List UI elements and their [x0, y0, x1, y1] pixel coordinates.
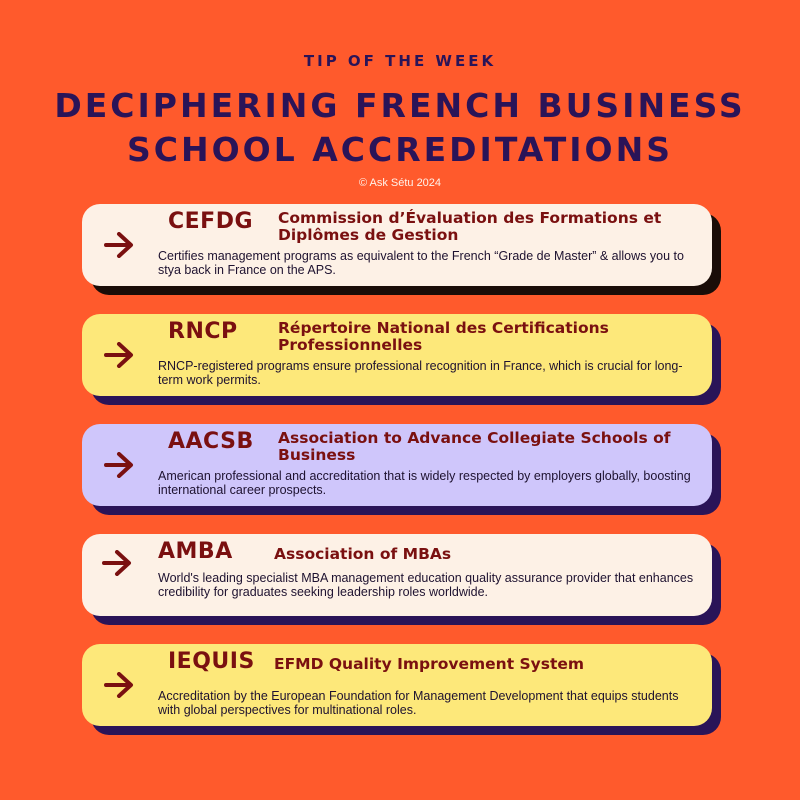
- page-title-line-1: DECIPHERING FRENCH BUSINESS: [54, 86, 746, 125]
- arrow-right-icon: [104, 342, 134, 368]
- full-name: Commission d’Évaluation des Formations et Diplômes de Gestion: [278, 209, 662, 244]
- description: World's leading specialist MBA management education quality assurance provider that enhances credibility for graduates seeking leadership roles worldwide.: [158, 571, 694, 599]
- page-title-line-2: SCHOOL ACCREDITATIONS: [127, 130, 673, 169]
- full-name: Répertoire National des Certifications Professionnelles: [278, 319, 609, 354]
- card-body: [82, 204, 712, 286]
- description: American professional and accreditation that is widely respected by employers globally, boosting international career prospects.: [158, 469, 691, 497]
- description: Certifies management programs as equivalent to the French “Grade de Master” & allows you to stya back in France on the APS.: [158, 249, 684, 277]
- page-title: [0, 84, 800, 172]
- card-body: [82, 314, 712, 396]
- accreditation-card-amba: [82, 534, 712, 616]
- accreditation-card-rncp: [82, 314, 712, 396]
- full-name: EFMD Quality Improvement System: [274, 655, 585, 673]
- full-name: Association to Advance Collegiate Schools of Business: [278, 429, 671, 464]
- accreditation-card-iequis: [82, 644, 712, 726]
- full-name: Association of MBAs: [274, 545, 452, 563]
- card-body: [82, 534, 712, 616]
- acronym: CEFDG: [168, 209, 254, 234]
- card-body: [82, 644, 712, 726]
- description: RNCP-registered programs ensure professional recognition in France, which is crucial for long-term work permits.: [158, 359, 683, 387]
- arrow-right-icon: [102, 550, 132, 576]
- acronym: AACSB: [168, 429, 254, 454]
- accreditation-card-aacsb: [82, 424, 712, 506]
- description: Accreditation by the European Foundation for Management Development that equips students with global perspectives for multinational roles.: [158, 689, 679, 717]
- acronym: AMBA: [158, 539, 233, 564]
- accreditation-card-cefdg: [82, 204, 712, 286]
- card-body: [82, 424, 712, 506]
- copyright-notice: © Ask Sétu 2024: [358, 177, 442, 189]
- tip-kicker: TIP OF THE WEEK: [303, 52, 497, 70]
- acronym: IEQUIS: [168, 649, 255, 674]
- arrow-right-icon: [104, 672, 134, 698]
- acronym: RNCP: [168, 319, 238, 344]
- arrow-right-icon: [104, 232, 134, 258]
- arrow-right-icon: [104, 452, 134, 478]
